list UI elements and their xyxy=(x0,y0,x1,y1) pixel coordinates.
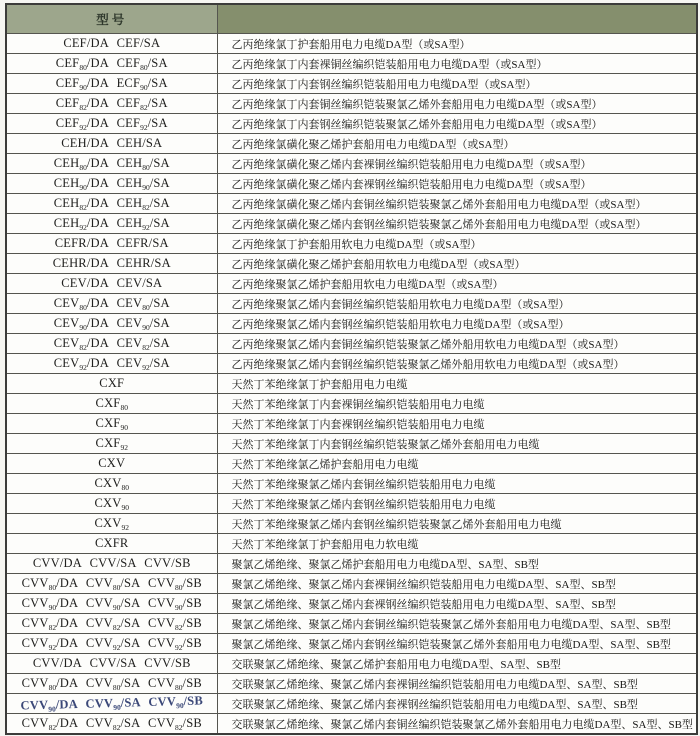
table-row xyxy=(6,494,697,514)
model-cell: $CEH_{90}/DA$ $CEH_{90}/SA$ xyxy=(6,174,217,194)
model-cell: CXF xyxy=(6,374,217,394)
model-cell: $CVV_{80}/DA$ $CVV_{80}/SA$ $CVV_{80}/SB$ xyxy=(6,574,217,594)
description-cell: 乙丙绝缘氯磺化聚乙烯护套船用电力电缆DA型（或SA型） xyxy=(217,134,697,154)
table-row xyxy=(6,234,697,254)
model-cell: $CVV_{90}/DA$ $CVV_{90}/SA$ $CVV_{90}/SB$ xyxy=(6,594,217,614)
table-row xyxy=(6,474,697,494)
table-row xyxy=(6,594,697,614)
table-row xyxy=(6,74,697,94)
description-cell: 乙丙绝缘聚氯乙烯内套钢丝编织铠装聚氯乙烯外船用软电力电缆DA型（或SA型） xyxy=(217,354,697,374)
table-row xyxy=(6,134,697,154)
model-cell: $CVV_{80}/DA$ $CVV_{80}/SA$ $CVV_{80}/SB$ xyxy=(6,674,217,694)
model-cell: $CXV_{92}$ xyxy=(6,514,217,534)
model-cell: CEF/DA CEF/SA xyxy=(6,34,217,54)
description-cell: 聚氯乙烯绝缘、聚氯乙烯内套钢丝编织铠装聚氯乙烯外套船用电力电缆DA型、SA型、SB型 xyxy=(217,634,697,654)
description-cell: 天然丁苯绝缘氯丁护套船用电力电缆 xyxy=(217,374,697,394)
description-cell: 乙丙绝缘氯磺化聚乙烯护套船用软电力电缆DA型（或SA型） xyxy=(217,254,697,274)
cable-model-table xyxy=(5,3,698,735)
description-cell: 乙丙绝缘氯磺化聚乙烯内套裸铜丝编织铠装船用电力电缆DA型（或SA型） xyxy=(217,154,697,174)
table-row xyxy=(6,174,697,194)
model-cell: CEFR/DA CEFR/SA xyxy=(6,234,217,254)
model-cell: $CEF_{80}/DA$ $CEF_{80}/SA$ xyxy=(6,54,217,74)
table-row xyxy=(6,34,697,54)
table-row xyxy=(6,294,697,314)
description-cell: 聚氯乙烯绝缘、聚氯乙烯护套船用电力电缆DA型、SA型、SB型 xyxy=(217,554,697,574)
table-row xyxy=(6,214,697,234)
model-cell: CVV/DA CVV/SA CVV/SB xyxy=(6,654,217,674)
description-cell: 天然丁苯绝缘氯丁护套船用电力软电缆 xyxy=(217,534,697,554)
model-cell: $CXF_{92}$ xyxy=(6,434,217,454)
description-cell: 天然丁苯绝缘聚氯乙烯内套铜丝编织铠装船用电力电缆 xyxy=(217,474,697,494)
table-row xyxy=(6,254,697,274)
table-row xyxy=(6,654,697,674)
description-cell: 乙丙绝缘聚氯乙烯内套铜丝编织铠装聚氯乙烯外船用软电力电缆DA型（或SA型） xyxy=(217,334,697,354)
description-cell: 天然丁苯绝缘聚氯乙烯内套钢丝编织铠装船用电力电缆 xyxy=(217,494,697,514)
model-cell: $CXV_{80}$ xyxy=(6,474,217,494)
description-cell: 乙丙绝缘氯丁护套船用电力电缆DA型（或SA型） xyxy=(217,34,697,54)
table-row xyxy=(6,414,697,434)
model-cell: $CEH_{92}/DA$ $CEH_{92}/SA$ xyxy=(6,214,217,234)
table-row xyxy=(6,434,697,454)
table-body xyxy=(6,34,697,735)
description-cell: 天然丁苯绝缘氯丁内套裸铜丝编织铠装船用电力电缆 xyxy=(217,394,697,414)
description-cell: 聚氯乙烯绝缘、聚氯乙烯内套裸铜丝编织铠装船用电力电缆DA型、SA型、SB型 xyxy=(217,574,697,594)
model-cell: $CXF_{80}$ xyxy=(6,394,217,414)
description-cell: 乙丙绝缘氯丁内套钢丝编织铠装聚氯乙烯外套船用电力电缆DA型（或SA型） xyxy=(217,114,697,134)
description-cell: 交联聚氯乙烯绝缘、聚氯乙烯内套铜丝编织铠装聚氯乙烯外套船用电力电缆DA型、SA型、SB型 xyxy=(217,714,697,735)
table-row xyxy=(6,94,697,114)
description-cell: 乙丙绝缘氯磺化聚乙烯内套铜丝编织铠装聚氯乙烯外套船用电力电缆DA型（或SA型） xyxy=(217,194,697,214)
description-cell: 乙丙绝缘氯丁内套裸铜丝编织铠装船用电力电缆DA型（或SA型） xyxy=(217,54,697,74)
table-row xyxy=(6,674,697,694)
description-cell: 乙丙绝缘聚氯乙烯护套船用软电力电缆DA型（或SA型） xyxy=(217,274,697,294)
model-cell: CVV/DA CVV/SA CVV/SB xyxy=(6,554,217,574)
table-row xyxy=(6,694,697,714)
model-column-header: 型号 xyxy=(6,4,217,34)
table-row xyxy=(6,274,697,294)
model-cell: CEHR/DA CEHR/SA xyxy=(6,254,217,274)
model-cell: $CEF_{90}/DA$ $ECF_{90}/SA$ xyxy=(6,74,217,94)
model-cell: $CEV_{90}/DA$ $CEV_{90}/SA$ xyxy=(6,314,217,334)
description-cell: 乙丙绝缘氯丁内套钢丝编织铠装船用电力电缆DA型（或SA型） xyxy=(217,74,697,94)
table-row xyxy=(6,514,697,534)
model-cell: $CEF_{82}/DA$ $CEF_{82}/SA$ xyxy=(6,94,217,114)
model-cell: $CEF_{92}/DA$ $CEF_{92}/SA$ xyxy=(6,114,217,134)
description-cell: 乙丙绝缘氯磺化聚乙烯内套钢丝编织铠装聚氯乙烯外套船用电力电缆DA型（或SA型） xyxy=(217,214,697,234)
description-cell: 天然丁苯绝缘氯丁内套裸钢丝编织铠装船用电力电缆 xyxy=(217,414,697,434)
description-cell: 天然丁苯绝缘聚氯乙烯内套钢丝编织铠装聚氯乙烯外套船用电力电缆 xyxy=(217,514,697,534)
table-row xyxy=(6,54,697,74)
model-cell: CXFR xyxy=(6,534,217,554)
header-row xyxy=(6,4,697,34)
description-cell: 交联聚氯乙烯绝缘、聚氯乙烯护套船用电力电缆DA型、SA型、SB型 xyxy=(217,654,697,674)
table-row xyxy=(6,334,697,354)
description-cell: 天然丁苯绝缘氯丁内套钢丝编织铠装聚氯乙烯外套船用电力电缆 xyxy=(217,434,697,454)
description-cell: 乙丙绝缘氯丁护套船用软电力电缆DA型（或SA型） xyxy=(217,234,697,254)
table-row xyxy=(6,114,697,134)
table-row xyxy=(6,634,697,654)
table-row xyxy=(6,394,697,414)
model-cell: $CEH_{82}/DA$ $CEH_{82}/SA$ xyxy=(6,194,217,214)
description-cell: 乙丙绝缘聚氯乙烯内套钢丝编织铠装船用软电力电缆DA型（或SA型） xyxy=(217,314,697,334)
table-row xyxy=(6,154,697,174)
description-cell: 乙丙绝缘氯磺化聚乙烯内套裸钢丝编织铠装船用电力电缆DA型（或SA型） xyxy=(217,174,697,194)
table-row xyxy=(6,714,697,735)
model-cell: CXV xyxy=(6,454,217,474)
table-row xyxy=(6,574,697,594)
model-cell: $CVV_{90}/DA$ $CVV_{90}/SA$ $CVV_{90}/SB$ xyxy=(6,691,217,717)
description-column-header xyxy=(217,4,697,34)
description-cell: 交联聚氯乙烯绝缘、聚氯乙烯内套裸钢丝编织铠装船用电力电缆DA型、SA型、SB型 xyxy=(217,694,697,714)
table-row xyxy=(6,194,697,214)
table-row xyxy=(6,554,697,574)
model-cell: $CXF_{90}$ xyxy=(6,414,217,434)
table-row xyxy=(6,454,697,474)
table-row xyxy=(6,614,697,634)
model-cell: $CXV_{90}$ xyxy=(6,494,217,514)
description-cell: 聚氯乙烯绝缘、聚氯乙烯内套铜丝编织铠装聚氯乙烯外套船用电力电缆DA型、SA型、SB型 xyxy=(217,614,697,634)
model-cell: $CEV_{92}/DA$ $CEV_{92}/SA$ xyxy=(6,354,217,374)
description-cell: 天然丁苯绝缘氯乙烯护套船用电力电缆 xyxy=(217,454,697,474)
model-cell: $CEV_{82}/DA$ $CEV_{82}/SA$ xyxy=(6,334,217,354)
model-cell: $CVV_{82}/DA$ $CVV_{82}/SA$ $CVV_{82}/SB$ xyxy=(6,714,217,735)
model-cell: $CEV_{80}/DA$ $CEV_{80}/SA$ xyxy=(6,294,217,314)
model-cell: CEV/DA CEV/SA xyxy=(6,274,217,294)
description-cell: 乙丙绝缘氯丁内套铜丝编织铠装聚氯乙烯外套船用电力电缆DA型（或SA型） xyxy=(217,94,697,114)
table-row xyxy=(6,534,697,554)
table-row xyxy=(6,374,697,394)
description-cell: 聚氯乙烯绝缘、聚氯乙烯内套裸钢丝编织铠装船用电力电缆DA型、SA型、SB型 xyxy=(217,594,697,614)
model-cell: $CEH_{80}/DA$ $CEH_{80}/SA$ xyxy=(6,154,217,174)
table-row xyxy=(6,314,697,334)
description-cell: 交联聚氯乙烯绝缘、聚氯乙烯内套裸铜丝编织铠装船用电力电缆DA型、SA型、SB型 xyxy=(217,674,697,694)
table-row xyxy=(6,354,697,374)
description-cell: 乙丙绝缘聚氯乙烯内套铜丝编织铠装船用软电力电缆DA型（或SA型） xyxy=(217,294,697,314)
model-cell: $CVV_{82}/DA$ $CVV_{82}/SA$ $CVV_{82}/SB$ xyxy=(6,614,217,634)
model-cell: CEH/DA CEH/SA xyxy=(6,134,217,154)
model-cell: $CVV_{92}/DA$ $CVV_{92}/SA$ $CVV_{92}/SB$ xyxy=(6,634,217,654)
